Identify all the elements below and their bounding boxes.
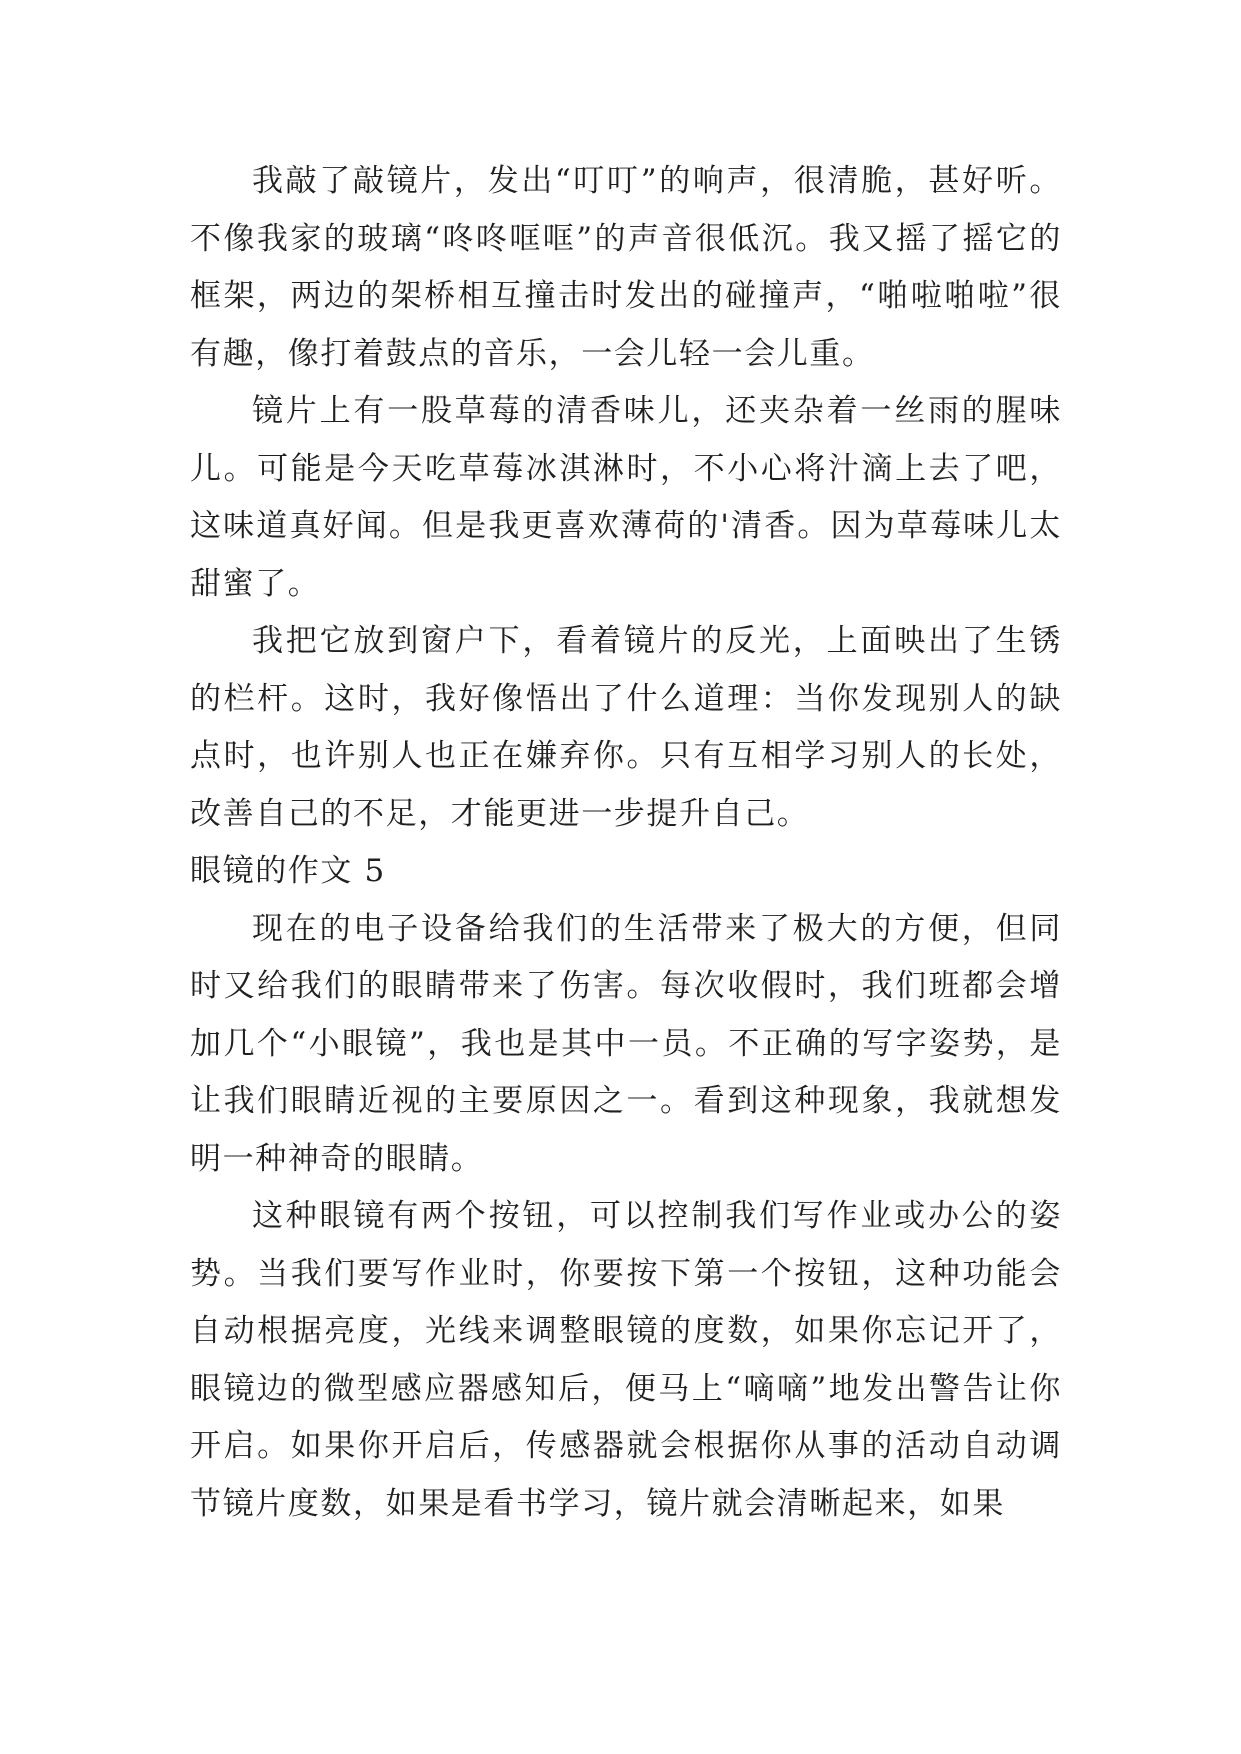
document-body	[190, 153, 1062, 1533]
paragraph-electronic-devices: 现在的电子设备给我们的生活带来了极大的方便，但同时又给我们的眼睛带来了伤害。每次收假时，我们班都会增加几个“小眼镜”，我也是其中一员。不正确的写字姿势，是让我们眼睛近视的主要原因之一。看到这种现象，我就想发明一种神奇的眼睛。	[190, 910, 1062, 1177]
paragraph-knock-lens: 我敲了敲镜片，发出“叮叮”的响声，很清脆，甚好听。不像我家的玻璃“咚咚哐哐”的声音很低沉。我又摇了摇它的框架，两边的架桥相互撞击时发出的碰撞声，“啪啦啪啦”很有趣，像打着鼓点的音乐，一会儿轻一会儿重。	[190, 163, 1062, 372]
paragraph-glasses-buttons: 这种眼镜有两个按钮，可以控制我们写作业或办公的姿势。当我们要写作业时，你要按下第一个按钮，这种功能会自动根据亮度，光线来调整眼镜的度数，如果你忘记开了，眼镜边的微型感应器感知后，便马上“嘀嘀”地发出警告让你开启。如果你开启后，传感器就会根据你从事的活动自动调节镜片度数，如果是看书学习，镜片就会清晰起来，如果	[190, 1198, 1062, 1522]
essay-heading: 眼镜的作文 5	[190, 853, 386, 889]
paragraph-strawberry-scent: 镜片上有一股草莓的清香味儿，还夹杂着一丝雨的腥味儿。可能是今天吃草莓冰淇淋时，不小心将汁滴上去了吧，这味道真好闻。但是我更喜欢薄荷的'清香。因为草莓味儿太甜蜜了。	[190, 393, 1062, 602]
paragraph-window-reflection: 我把它放到窗户下，看着镜片的反光，上面映出了生锈的栏杆。这时，我好像悟出了什么道理：当你发现别人的缺点时，也许别人也正在嫌弃你。只有互相学习别人的长处，改善自己的不足，才能更进一步提升自己。	[190, 623, 1062, 832]
